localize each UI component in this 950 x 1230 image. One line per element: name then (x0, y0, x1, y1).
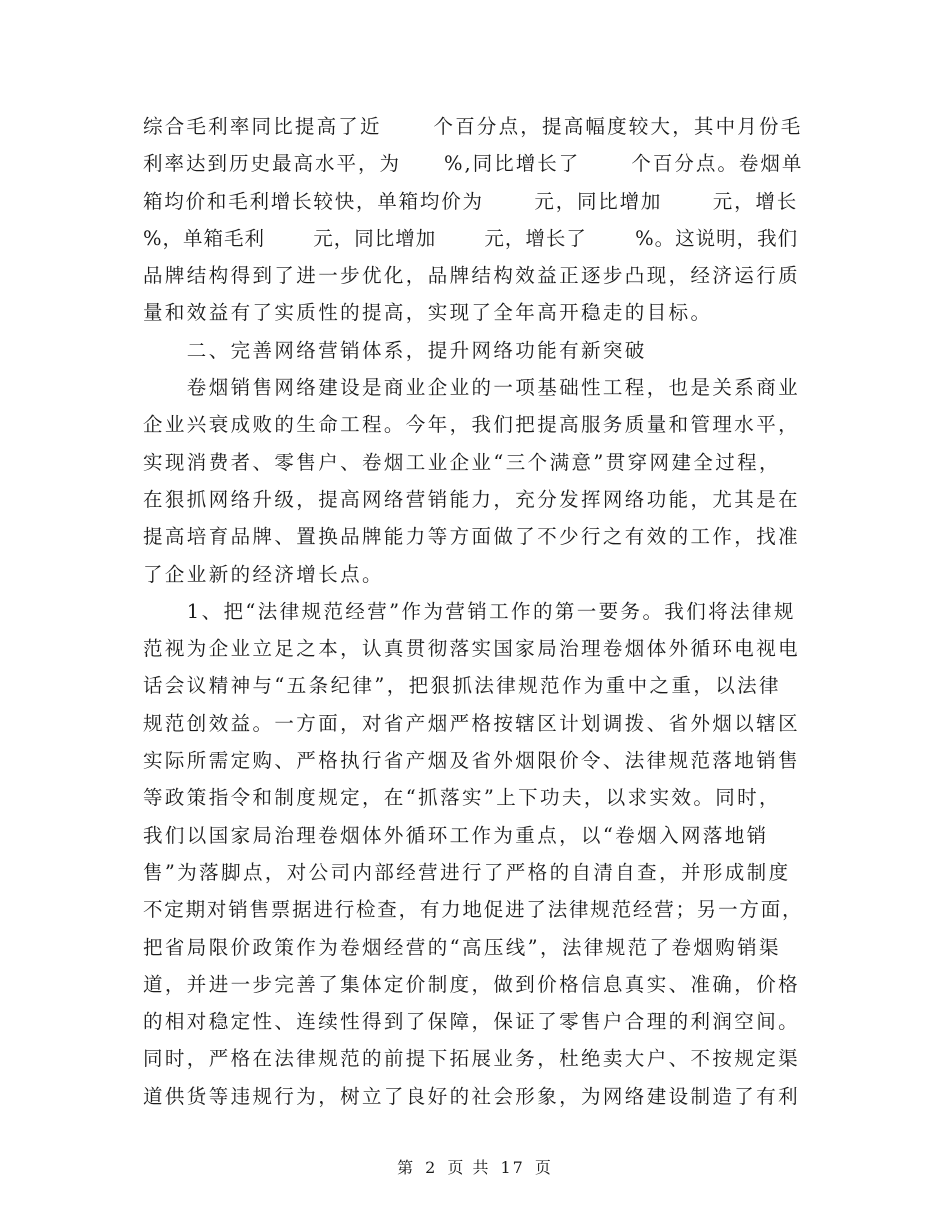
text-line: 在狠抓网络升级，提高网络营销能力，充分发挥网络功能，尤其是在 (143, 487, 801, 511)
total-pages: 17 (500, 1158, 525, 1177)
text-line: 提高培育品牌、置换品牌能力等方面做了不少行之有效的工作，找准 (143, 525, 801, 549)
text-line: 道供货等违规行为，树立了良好的社会形象，为网络建设制造了有利 (143, 1084, 801, 1108)
document-body (143, 108, 803, 1115)
text-line: 售”为落脚点，对公司内部经营进行了严格的自清自查，并形成制度 (143, 860, 791, 884)
text-line: 实际所需定购、严格执行省产烟及省外烟限价令、法律规范落地销售 (143, 749, 801, 773)
text-line: 等政策指令和制度规定，在“抓落实”上下功夫，以求实效。同时， (143, 786, 781, 810)
text-line: 了企业新的经济增长点。 (143, 562, 384, 586)
text-line: 利率达到历史最高水平，为 %,同比增长了 个百分点。卷烟单 (143, 152, 804, 176)
text-line: 同时，严格在法律规范的前提下拓展业务，杜绝卖大户、不按规定渠 (143, 1047, 801, 1071)
text-line: 箱均价和毛利增长较快，单箱均价为 元，同比增加 元，增长 (143, 189, 798, 213)
footer-middle: 页 共 (447, 1158, 491, 1177)
footer-suffix: 页 (534, 1158, 553, 1177)
section-heading: 二、完善网络营销体系，提升网络功能有新突破 (143, 338, 647, 362)
text-line: %，单箱毛利 元，同比增加 元，增长了 %。这说明，我们 (143, 226, 799, 250)
page-number: 2 (425, 1158, 438, 1177)
text-line: 话会议精神与“五条纪律”，把狠抓法律规范作为重中之重，以法律 (143, 674, 781, 698)
text-line: 卷烟销售网络建设是商业企业的一项基础性工程，也是关系商业 (143, 376, 801, 400)
text-line: 企业兴衰成败的生命工程。今年，我们把提高服务质量和管理水平， (143, 413, 801, 437)
text-line: 的相对稳定性、连续性得到了保障，保证了零售户合理的利润空间。 (143, 1010, 801, 1034)
page-footer (0, 1155, 950, 1178)
text-line: 我们以国家局治理卷烟体外循环工作为重点，以“卷烟入网落地销 (143, 823, 769, 847)
text-line: 量和效益有了实质性的提高，实现了全年高开稳走的目标。 (143, 301, 713, 325)
text-line: 规范创效益。一方面，对省产烟严格按辖区计划调拨、省外烟以辖区 (143, 711, 801, 735)
footer-prefix: 第 (397, 1158, 416, 1177)
text-line: 不定期对销售票据进行检查，有力地促进了法律规范经营；另一方面， (143, 898, 804, 922)
text-line: 品牌结构得到了进一步优化，品牌结构效益正逐步凸现，经济运行质 (143, 264, 801, 288)
text-line: 综合毛利率同比提高了近 个百分点，提高幅度较大，其中月份毛 (143, 115, 803, 138)
text-line: 道，并进一步完善了集体定价制度，做到价格信息真实、准确，价格 (143, 972, 801, 996)
text-line: 1、把“法律规范经营”作为营销工作的第一要务。我们将法律规 (143, 599, 796, 623)
text-line: 实现消费者、零售户、卷烟工业企业“三个满意”贯穿网建全过程， (143, 450, 781, 474)
text-line: 把省局限价政策作为卷烟经营的“高压线”，法律规范了卷烟购销渠 (143, 935, 781, 959)
text-line: 范视为企业立足之本，认真贯彻落实国家局治理卷烟体外循环电视电 (143, 637, 801, 661)
